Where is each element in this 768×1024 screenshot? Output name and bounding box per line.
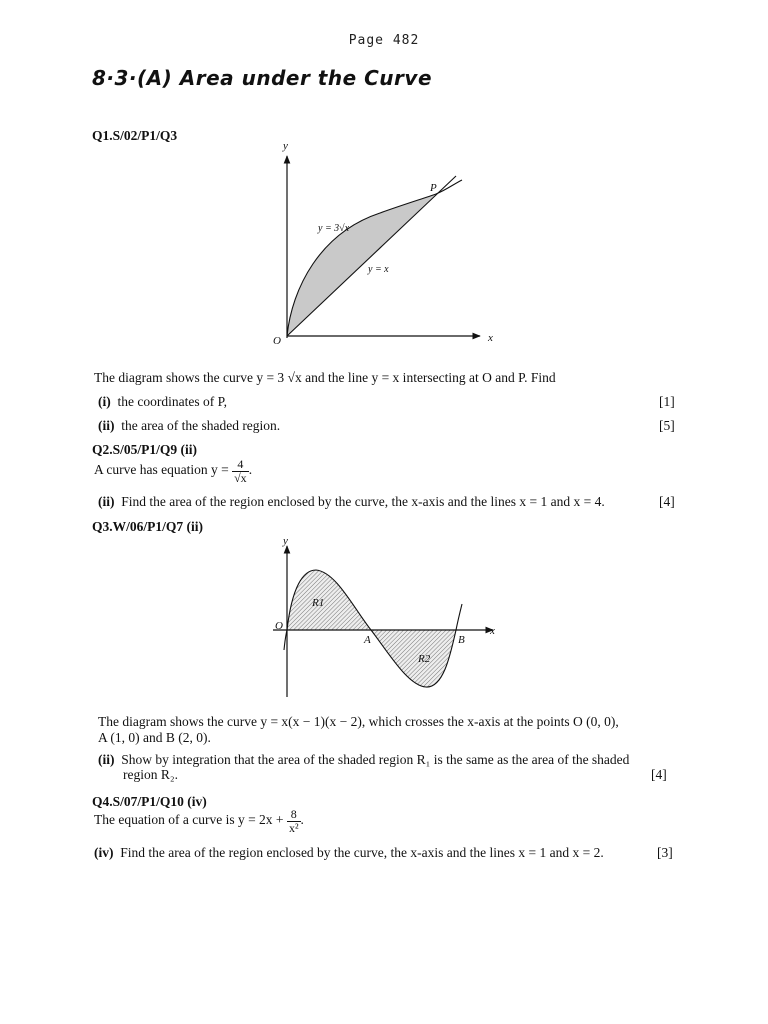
q3-point-a-label: A — [364, 634, 371, 646]
q2-part-ii-text: Find the area of the region enclosed by the curve, the x-axis and the lines x = 1 and x = 4. — [121, 494, 605, 509]
q1-origin-label: O — [273, 335, 281, 347]
q1-curve-label: y = 3√x — [318, 223, 350, 234]
q1-point-p-label: P — [430, 182, 437, 194]
q3-part-ii-label: (ii) — [98, 752, 115, 767]
q3-heading: Q3.W/06/P1/Q7 (ii) — [92, 519, 203, 534]
q3-region-r1-fill — [287, 570, 371, 630]
q2-frac-num: 4 — [237, 457, 244, 471]
q4-part-iv-marks: [3] — [657, 845, 673, 860]
q3-part-ii-line2: region R₂. — [123, 767, 178, 782]
q3-part-ii — [98, 752, 629, 768]
q3-stem-line2: A (1, 0) and B (2, 0). — [98, 730, 211, 745]
q2-fraction — [232, 458, 249, 484]
q4-stem-suffix: . — [300, 812, 304, 828]
q1-part-i-text: the coordinates of P, — [117, 394, 227, 409]
q4-part-iv — [94, 845, 604, 861]
q4-part-iv-label: (iv) — [94, 845, 114, 860]
q3-part-ii-line1: Show by integration that the area of the shaded region R₁ is the same as the area of the shaded — [121, 752, 630, 767]
q1-part-ii-label: (ii) — [98, 418, 115, 433]
q2-part-ii-label: (ii) — [98, 494, 115, 509]
q3-x-label: x — [490, 625, 495, 637]
q2-stem — [94, 458, 252, 484]
q1-diagram — [260, 138, 510, 353]
q1-part-ii-text: the area of the shaded region. — [121, 418, 281, 433]
q3-region-r1-label: R1 — [312, 597, 325, 609]
q4-fraction — [287, 808, 301, 834]
q1-part-i-label: (i) — [98, 394, 111, 409]
q3-part-ii-marks: [4] — [651, 767, 667, 782]
q1-line — [287, 176, 456, 336]
q1-line-label: y = x — [368, 264, 389, 275]
q3-origin-label: O — [275, 620, 283, 632]
q1-part-i — [98, 394, 227, 410]
q3-diagram — [268, 532, 508, 700]
q4-heading: Q4.S/07/P1/Q10 (iv) — [92, 794, 207, 809]
q1-part-ii-marks: [5] — [659, 418, 675, 433]
q2-frac-den: √x — [234, 470, 247, 485]
q1-heading: Q1.S/02/P1/Q3 — [92, 128, 178, 143]
q4-frac-num: 8 — [290, 807, 297, 821]
q3-point-b-label: B — [458, 634, 465, 646]
q2-part-ii-marks: [4] — [659, 494, 675, 509]
q1-part-i-marks: [1] — [659, 394, 675, 409]
q3-region-r2-fill — [371, 630, 456, 687]
page-number: Page 482 — [348, 33, 420, 48]
section-title: 8·3·(A) Area under the Curve — [92, 66, 433, 90]
q3-y-label: y — [283, 535, 288, 547]
q2-part-ii — [98, 494, 605, 510]
q1-stem: The diagram shows the curve y = 3 √x and the line y = x intersecting at O and P. Find — [94, 370, 556, 385]
q1-x-label: x — [488, 332, 493, 344]
q2-stem-prefix: A curve has equation y = — [94, 462, 229, 478]
q1-y-label: y — [283, 140, 288, 152]
q4-stem-prefix: The equation of a curve is y = 2x + — [94, 812, 284, 828]
q2-heading: Q2.S/05/P1/Q9 (ii) — [92, 442, 198, 457]
q3-stem-line1: The diagram shows the curve y = x(x − 1)(x − 2), which crosses the x-axis at the points O (0, 0), — [98, 714, 619, 729]
q2-stem-suffix: . — [248, 462, 253, 478]
q3-region-r2-label: R2 — [418, 653, 431, 665]
q4-part-iv-text: Find the area of the region enclosed by the curve, the x-axis and the lines x = 1 and x = 2. — [120, 845, 604, 860]
q1-curve — [287, 180, 462, 336]
q4-stem — [94, 808, 304, 834]
q1-part-ii — [98, 418, 280, 434]
q4-frac-den: x² — [288, 820, 299, 835]
